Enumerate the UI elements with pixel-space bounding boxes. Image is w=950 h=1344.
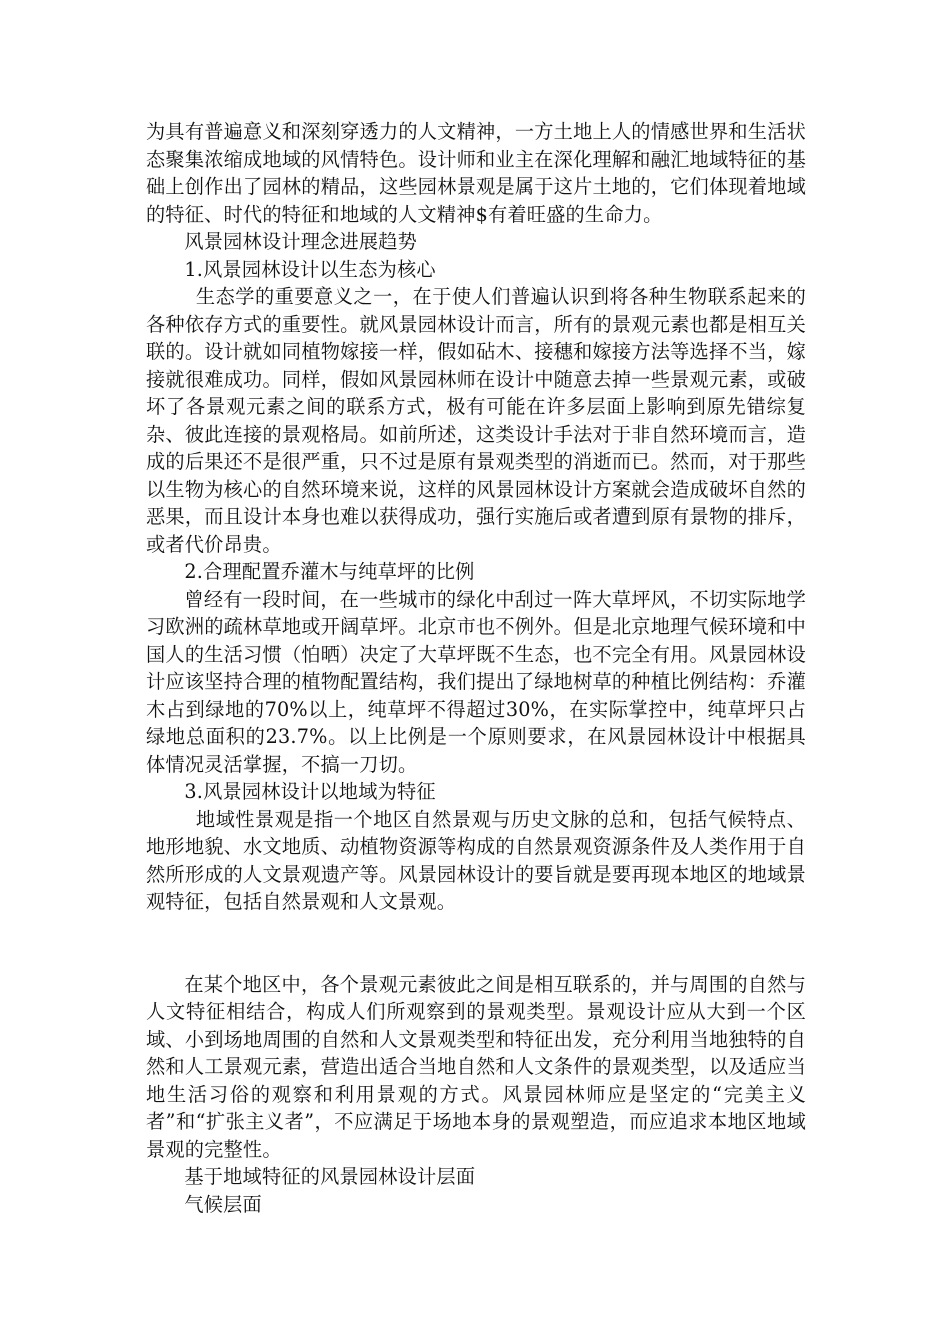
regional-paragraph: 地域性景观是指一个地区自然景观与历史文脉的总和，包括气候特点、地形地貌、水文地质、动植物资源等构成的自然景观资源条件及人类作用于自然所形成的人文景观遗产等。风景园林设计的要旨就是要再现本地区的地域景观特征，包括自然景观和人文景观。 [146,807,806,913]
subheading-planting-ratio: 2.合理配置乔灌木与纯草坪的比例 [184,560,475,583]
intro-paragraph: 为具有普遍意义和深刻穿透力的人文精神，一方土地上人的情感世界和生活状态聚集浓缩成地域的风情特色。设计师和业主在深化理解和融汇地域特征的基础上创作出了园林的精品，这些园林景观是属于这片土地的，它们体现着地域的特征、时代的特征和地域的人文精神$有着旺盛的生命力。 [146,120,806,226]
ecology-paragraph: 生态学的重要意义之一，在于使人们普遍认识到将各种生物联系起来的各种依存方式的重要性。就风景园林设计而言，所有的景观元素也都是相互关联的。设计就如同植物嫁接一样，假如砧木、接穗和嫁接方法等选择不当，嫁接就很难成功。同样，假如风景园林师在设计中随意去掉一些景观元素，或破坏了各景观元素之间的联系方式，极有可能在许多层面上影响到原先错综复杂、彼此连接的景观格局。如前所述，这类设计手法对于非自然环境而言，造成的后果还不是很严重，只不过是原有景观类型的消逝而已。然而，对于那些以生物为核心的自然环境来说，这样的风景园林设计方案就会造成破坏自然的恶果，而且设计本身也难以获得成功，强行实施后或者遭到原有景物的排斥，或者代价昂贵。 [146,285,806,556]
subheading-climate: 气候层面 [184,1192,262,1216]
section-heading-levels: 基于地域特征的风景园林设计层面 [184,1165,476,1188]
subheading-regional: 3.风景园林设计以地域为特征 [184,780,436,803]
paragraph-gap [146,916,806,971]
document-body [146,118,806,1218]
planting-ratio-paragraph: 曾经有一段时间，在一些城市的绿化中刮过一阵大草坪风，不切实际地学习欧洲的疏林草地或开阔草坪。北京市也不例外。但是北京地理气候环境和中国人的生活习惯（怕晒）决定了大草坪既不生态，也不完全有用。风景园林设计应该坚持合理的植物配置结构，我们提出了绿地树草的种植比例结构：乔灌木占到绿地的70%以上，纯草坪不得超过30%，在实际掌控中，纯草坪只占绿地总面积的23.7%。以上比例是一个原则要求，在风景园林设计中根据具体情况灵活掌握，不搞一刀切。 [146,587,806,776]
landscape-elements-paragraph: 在某个地区中，各个景观元素彼此之间是相互联系的，并与周围的自然与人文特征相结合，构成人们所观察到的景观类型。景观设计应从大到一个区域、小到场地周围的自然和人文景观类型和特征出发，充分利用当地独特的自然和人工景观元素，营造出适合当地自然和人文条件的景观类型，以及适应当地生活习俗的观察和利用景观的方式。风景园林师应是坚定的“完美主义者”和“扩张主义者”，不应满足于场地本身的景观塑造，而应追求本地区地域景观的完整性。 [146,972,806,1161]
section-heading-trend: 风景园林设计理念进展趋势 [184,230,418,253]
subheading-ecology: 1.风景园林设计以生态为核心 [184,257,436,281]
